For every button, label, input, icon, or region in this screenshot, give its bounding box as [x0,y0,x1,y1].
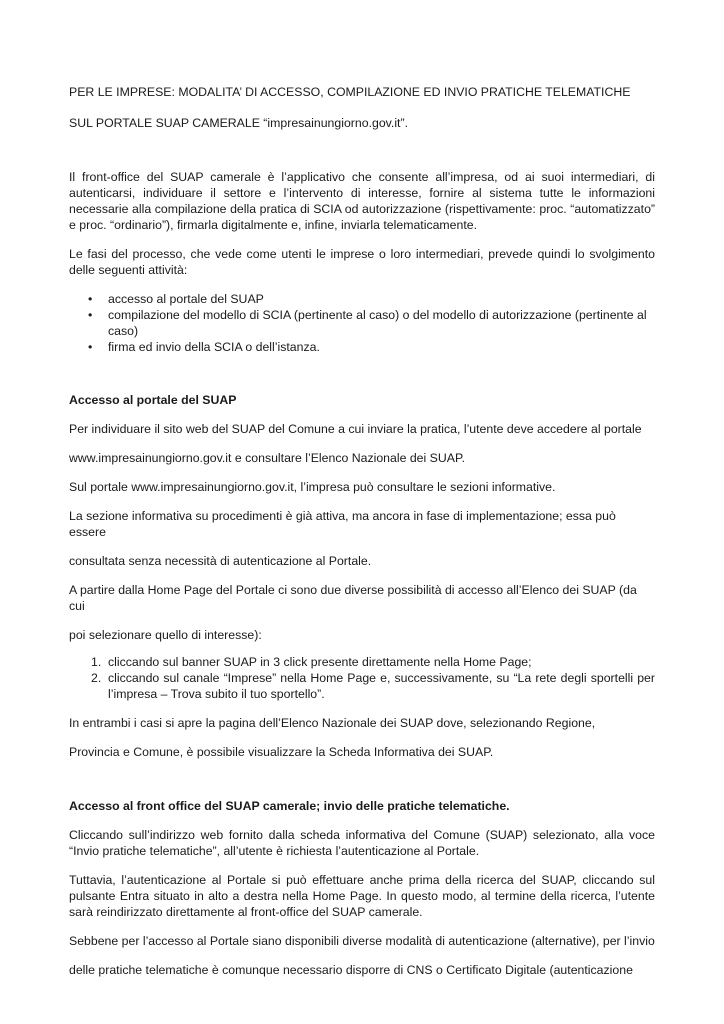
bullet-icon: • [88,308,93,322]
section-heading-access: Accesso al portale del SUAP [69,393,237,407]
section1-paragraph: In entrambi i casi si apre la pagina dell’Elenco Nazionale dei SUAP dove, selezionando Regione, [69,716,596,730]
list-item: • firma ed invio della SCIA o dell’istanza. [88,340,320,354]
section2-paragraph: Sebbene per l’accesso al Portale siano disponibili diverse modalità di autenticazione (alternative), per l’invio [69,934,655,948]
section1-paragraph: poi selezionare quello di interesse): [69,628,262,642]
list-item: • compilazione del modello di SCIA (pertinente al caso) o del modello di autorizzazione (pertinente al caso) [88,308,647,338]
list-item: 2. cliccando sul canale “Imprese” nella Home Page e, successivamente, su “La rete degli sportelli per l’impresa – Trova subito il tuo sportello”. [91,671,655,701]
access-options-list [69,654,655,702]
section1-paragraph: A partire dalla Home Page del Portale ci sono due diverse possibilità di accesso all’Elenco dei SUAP (da cui [69,583,637,613]
section2-paragraph: delle pratiche telematiche è comunque necessario disporre di CNS o Certificato Digitale (autenticazione [69,963,633,977]
section1-paragraph: La sezione informativa su procedimenti è già attiva, ma ancora in fase di implementazione; essa può essere [69,509,616,539]
section-heading-front-office: Accesso al front office del SUAP camerale; invio delle pratiche telematiche. [69,799,510,813]
phases-paragraph: Le fasi del processo, che vede come utenti le imprese o loro intermediari, prevede quindi lo svolgimento delle seguenti attività: [69,247,655,277]
intro-paragraph: Il front-office del SUAP camerale è l’applicativo che consente all’impresa, od ai suoi intermediari, di autenticarsi, individuare il settore e l’intervento di interesse, fornire al sistema tutte le informazioni necessarie alla compilazione della pratica di SCIA od autorizzazione (rispettivamente: proc. “automatizzato” e proc. “ordinario”), firmarla digitalmente e, infine, inviarla telematicamente. [69,170,655,232]
section1-paragraph: www.impresainungiorno.gov.it e consultare l’Elenco Nazionale dei SUAP. [69,451,465,465]
activities-list [69,291,655,355]
section1-paragraph: Per individuare il sito web del SUAP del Comune a cui inviare la pratica, l’utente deve accedere al portale [69,422,642,436]
list-number: 1. [91,655,102,669]
bullet-icon: • [88,292,93,306]
section1-paragraph: Provincia e Comune, è possibile visualizzare la Scheda Informativa dei SUAP. [69,745,494,759]
section2-paragraph: Tuttavia, l’autenticazione al Portale si può effettuare anche prima della ricerca del SUAP, cliccando sul pulsante Entra situato in alto a destra nella Home Page. In questo modo, al termine della ricerca, l’utente sarà reindirizzato direttamente al front-office del SUAP camerale. [69,873,655,919]
section1-paragraph: consultata senza necessità di autenticazione al Portale. [69,554,372,568]
document-title-line2: SUL PORTALE SUAP CAMERALE “impresainungiorno.gov.it”. [69,116,408,130]
document-page [69,80,655,978]
document-title-line1: PER LE IMPRESE: MODALITA’ DI ACCESSO, COMPILAZIONE ED INVIO PRATICHE TELEMATICHE [69,85,631,99]
list-item: 1. cliccando sul banner SUAP in 3 click presente direttamente nella Home Page; [91,655,532,669]
list-number: 2. [91,671,102,685]
section2-paragraph: Cliccando sull’indirizzo web fornito dalla scheda informativa del Comune (SUAP) selezionato, alla voce “Invio pratiche telematiche”, all’utente è richiesta l’autenticazione al Portale. [69,828,655,858]
section1-paragraph: Sul portale www.impresainungiorno.gov.it, l’impresa può consultare le sezioni informative. [69,480,556,494]
list-item: • accesso al portale del SUAP [88,292,264,306]
bullet-icon: • [88,340,93,354]
